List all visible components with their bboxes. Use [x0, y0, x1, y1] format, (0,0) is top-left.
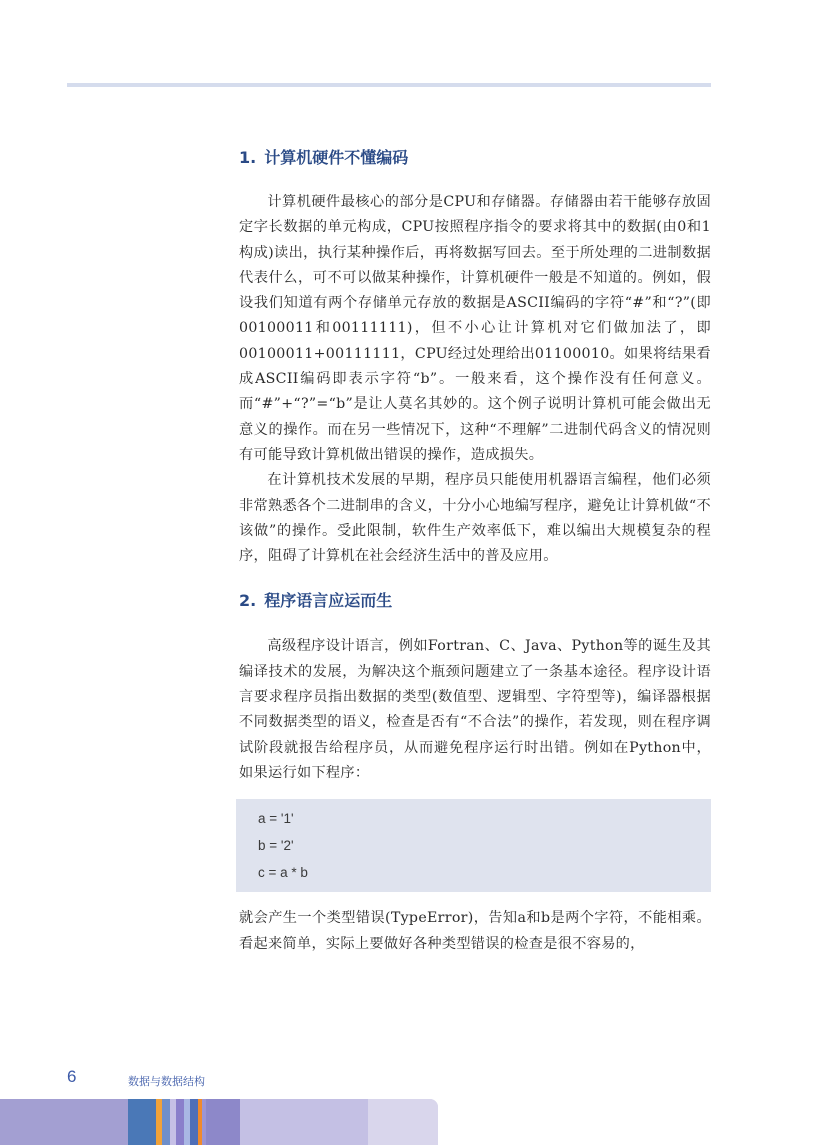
footer-band-segment — [190, 1099, 198, 1145]
section-number-1: 1. — [239, 148, 257, 167]
footer-band-segment — [240, 1099, 368, 1145]
section-title-1: 计算机硬件不懂编码 — [264, 148, 409, 167]
footer-band-segment — [368, 1099, 438, 1145]
code-block — [236, 799, 711, 892]
code-line: a = '1' — [258, 811, 294, 827]
section-title-2: 程序语言应运而生 — [264, 591, 393, 611]
code-line: b = '2' — [258, 838, 294, 854]
paragraph: 计算机硬件最核心的部分是CPU和存储器。存储器由若干能够存放固定字长数据的单元构成，CPU按照程序指令的要求将其中的数据(由0和1构成)读出，执行某种操作后，再将数据写回去。至于所处理的二进制数据代表什么，可不可以做某种操作，计算机硬件一般是不知道的。例如，假设我们知道有两个存储单元存放的数据是ASCII编码的字符“#”和“?”(即00100011和00111111)，但不小心让计算机对它们做加法了，即00100011+00111111，CPU经过处理给出01100010。如果将结果看成ASCII编码即表示字符“b”。一般来看，这个操作没有任何意义。而“#”+“?”=“b”是让人莫名其妙的。这个例子说明计算机可能会做出无意义的操作。而在另一些情况下，这种“不理解”二进制代码含义的情况则有可能导致计算机做出错误的操作，造成损失。 — [239, 194, 711, 463]
code-line: c = a * b — [258, 865, 308, 881]
footer-decorative-band — [0, 1099, 438, 1145]
page-content — [239, 146, 711, 957]
footer-band-segment — [162, 1099, 170, 1145]
footer-band-segment — [128, 1099, 156, 1145]
paragraph: 高级程序设计语言，例如Fortran、C、Java、Python等的诞生及其编译技术的发展，为解决这个瓶颈问题建立了一条基本途径。程序设计语言要求程序员指出数据的类型(数值型、逻辑型、字符型等)，编译器根据不同数据类型的语义，检查是否有“不合法”的操作，若发现，则在程序调试阶段就报告给程序员，从而避免程序运行时出错。例如在Python中，如果运行如下程序： — [239, 638, 711, 781]
footer-book-title: 数据与数据结构 — [128, 1076, 205, 1088]
after-code-text — [239, 906, 711, 957]
section-heading-2 — [239, 589, 711, 613]
section-heading-1 — [239, 146, 711, 170]
footer-band-segment — [206, 1099, 240, 1145]
footer-band-segment — [176, 1099, 184, 1145]
paragraph: 就会产生一个类型错误(TypeError)，告知a和b是两个字符，不能相乘。看起来简单，实际上要做好各种类型错误的检查是很不容易的， — [239, 910, 711, 952]
paragraph: 在计算机技术发展的早期，程序员只能使用机器语言编程，他们必须非常熟悉各个二进制串的含义，十分小心地编写程序，避免让计算机做“不该做”的操作。受此限制，软件生产效率低下，难以编出大规模复杂的程序，阻碍了计算机在社会经济生活中的普及应用。 — [239, 472, 711, 565]
page-number: 6 — [67, 1067, 77, 1086]
section-number-2: 2. — [239, 591, 257, 611]
header-rule — [67, 83, 711, 87]
footer-band-segment — [0, 1099, 128, 1145]
